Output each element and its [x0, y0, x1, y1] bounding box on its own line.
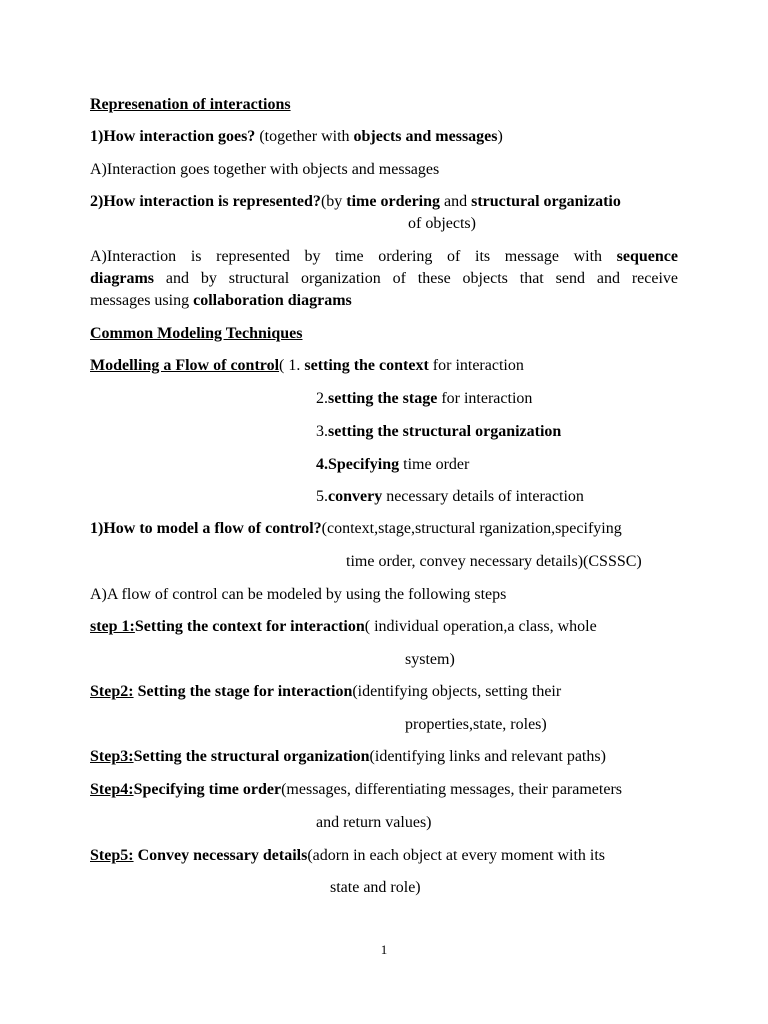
step-5-text: (adorn in each object at every moment with its [307, 847, 606, 864]
step-4-continuation: and return values) [316, 814, 432, 831]
question-3 [90, 519, 678, 539]
flow-item-3 [316, 422, 561, 442]
question-3-rest: (context,stage,structural rganization,specifying [321, 520, 622, 537]
question-2 [90, 192, 678, 212]
flow-item-5 [316, 487, 584, 507]
answer-1: A)Interaction goes together with objects and messages [90, 161, 440, 178]
page-number: 1 [380, 942, 388, 957]
question-1-paren: (together with [255, 128, 354, 145]
flow-item-1-bold: setting the context [304, 357, 429, 374]
flow-item-3-bold: setting the structural organization [328, 423, 562, 440]
flow-item-5-bold: convery [328, 488, 383, 505]
answer-3: A)A flow of control can be modeled by using the following steps [90, 586, 507, 603]
answer-2-text-2: and by structural organization of these objects that send and receive [154, 270, 678, 287]
step-3 [90, 747, 678, 767]
question-2-continuation: of objects) [408, 215, 476, 232]
question-1 [90, 127, 678, 147]
flow-item-5-text: necessary details of interaction [382, 488, 584, 505]
step-5-bold: Convey necessary details [133, 847, 308, 864]
question-2-p1: (by [320, 193, 347, 210]
step-2-label: Step2: [90, 683, 134, 700]
step-4-text: (messages, differentiating messages, their parameters [281, 781, 623, 798]
answer-2-bold-3: collaboration diagrams [193, 292, 352, 309]
flow-item-4-bold: Specifying [328, 456, 400, 473]
step-3-label: Step3: [90, 748, 134, 765]
step-1 [90, 617, 678, 637]
flow-item-3-num: 3. [316, 423, 328, 440]
question-1-bold: objects and messages [353, 128, 498, 145]
step-4-label: Step4: [90, 781, 134, 798]
flow-item-4-text: time order [399, 456, 470, 473]
question-1-close: ) [497, 128, 503, 145]
question-3-text: 1)How to model a flow of control? [90, 520, 322, 537]
answer-2-line-3 [90, 291, 678, 311]
flow-item-5-num: 5. [316, 488, 328, 505]
question-2-b1: time ordering [346, 193, 441, 210]
flow-item-4-num: 4. [316, 456, 328, 473]
answer-2-line-2 [90, 269, 678, 289]
step-5 [90, 846, 678, 866]
section-heading-modeling: Common Modeling Techniques [90, 325, 303, 342]
flow-item-2-num: 2. [316, 390, 328, 407]
step-2-continuation: properties,state, roles) [405, 716, 547, 733]
flow-label: Modelling a Flow of control [90, 357, 280, 374]
flow-paren: ( 1. [279, 357, 305, 374]
question-1-text: 1)How interaction goes? [90, 128, 256, 145]
step-4 [90, 780, 678, 800]
flow-item-2-bold: setting the stage [328, 390, 438, 407]
answer-2-text-1: A)Interaction is represented by time ordering of its message with [90, 248, 617, 265]
flow-item-2-text: for interaction [437, 390, 533, 407]
step-2 [90, 682, 678, 702]
step-2-bold: Setting the stage for interaction [133, 683, 353, 700]
step-5-continuation: state and role) [330, 879, 421, 896]
step-2-text: (identifying objects, setting their [352, 683, 562, 700]
flow-item-1-text: for interaction [428, 357, 524, 374]
step-1-label: step 1: [90, 618, 135, 635]
step-5-label: Step5: [90, 847, 134, 864]
step-4-bold: Specifying time order [133, 781, 282, 798]
step-1-continuation: system) [405, 651, 455, 668]
step-3-text: (identifying links and relevant paths) [369, 748, 606, 765]
flow-item-4 [316, 455, 469, 475]
answer-2-bold-2: diagrams [90, 270, 154, 287]
question-2-text: 2)How interaction is represented? [90, 193, 321, 210]
flow-item-2 [316, 389, 532, 409]
question-3-continuation: time order, convey necessary details)(CSSSC) [346, 553, 642, 570]
question-2-b2: structural organizatio [471, 193, 621, 210]
answer-2-text-3: messages using [90, 292, 194, 309]
section-heading-interactions: Represenation of interactions [90, 96, 291, 113]
step-1-text: ( individual operation,a class, whole [364, 618, 597, 635]
step-1-bold: Setting the context for interaction [134, 618, 365, 635]
flow-line-1 [90, 356, 678, 376]
answer-2-bold-1: sequence [616, 248, 678, 265]
question-2-p2: and [440, 193, 472, 210]
step-3-bold: Setting the structural organization [133, 748, 370, 765]
answer-2-line-1 [90, 247, 678, 267]
